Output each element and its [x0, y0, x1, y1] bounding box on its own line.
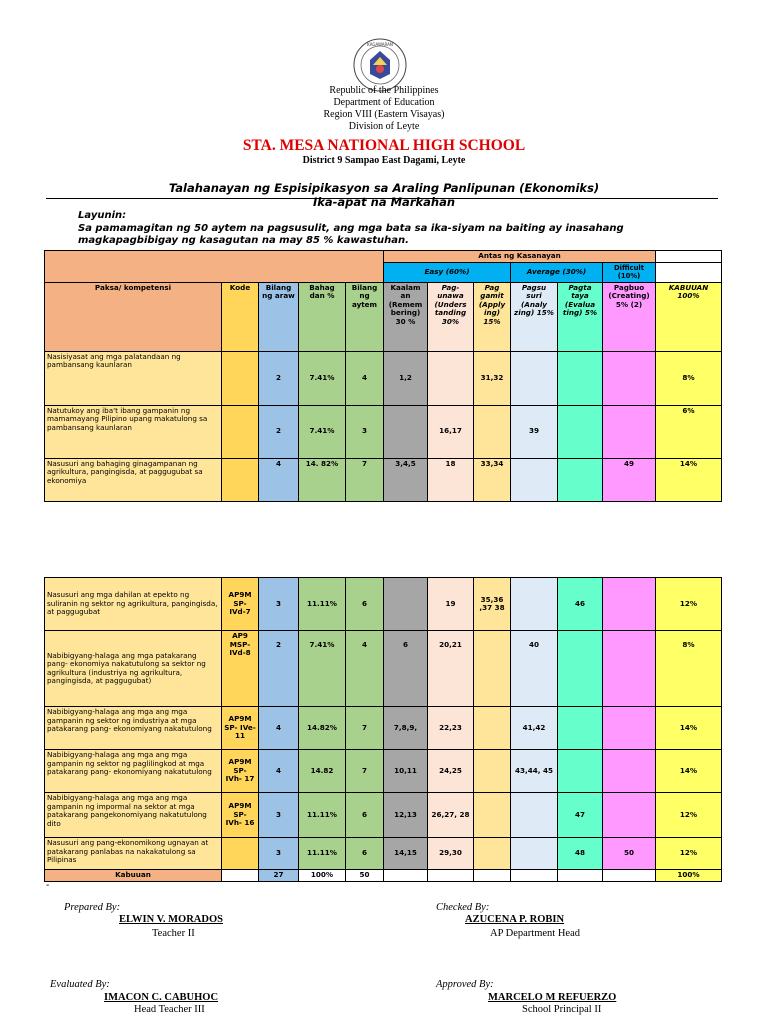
header-region: Region VIII (Eastern Visayas): [323, 109, 445, 120]
aytem-cell: 7: [346, 750, 384, 793]
aytem-cell: 3: [346, 405, 384, 458]
pag-unawa-cell: 24,25: [428, 750, 474, 793]
aytem-cell: 6: [346, 838, 384, 870]
pagsusuri-cell: 41,42: [511, 707, 558, 750]
evaluated-by-title: Head Teacher III: [134, 1004, 205, 1015]
pagbuo-cell: 50: [603, 838, 656, 870]
kaalaman-cell: 12,13: [384, 793, 428, 838]
pag-unawa-cell: 20,21: [428, 631, 474, 707]
school-district: District 9 Sampao East Dagami, Leyte: [302, 155, 466, 166]
header-republic: Republic of the Philippines: [329, 85, 439, 96]
araw-cell: 3: [259, 578, 299, 631]
bahagdan-cell: 14. 82%: [299, 458, 346, 501]
araw-cell: 4: [259, 458, 299, 501]
pagsusuri-cell: [511, 793, 558, 838]
total-kabuuan: 100%: [656, 870, 722, 882]
araw-cell: 4: [259, 707, 299, 750]
pagbuo-cell: [603, 351, 656, 405]
aytem-header: Bilang ng aytem: [346, 282, 384, 351]
paksa-cell: Natutukoy ang iba't ibang gampanin ng mamamayang Pilipino upang makatulong sa pambansang kaunlaran: [45, 405, 222, 458]
bahagdan-cell: 11.11%: [299, 838, 346, 870]
table-row: [45, 838, 722, 870]
bahagdan-cell: 14.82: [299, 750, 346, 793]
prepared-by-title: Teacher II: [152, 928, 195, 939]
pagtataya-cell: 46: [558, 578, 603, 631]
kabuuan-cell: 14%: [656, 750, 722, 793]
table-row: [45, 793, 722, 838]
paksa-cell: Nabibigyang-halaga ang mga ang mga gampanin ng sektor ng industriya at mga patakarang pang- ekonomiyang nakatutulong: [45, 707, 222, 750]
layunin-label: Layunin:: [78, 210, 127, 221]
aytem-cell: 7: [346, 707, 384, 750]
paggamit-cell: [474, 631, 511, 707]
table-row: [45, 750, 722, 793]
pagtataya-cell: 47: [558, 793, 603, 838]
paggamit-cell: 35,36 ,37 38: [474, 578, 511, 631]
paggamit-cell: [474, 750, 511, 793]
kabuuan-cell: 8%: [656, 351, 722, 405]
pagsusuri-cell: [511, 458, 558, 501]
approved-by-role: Approved By:: [436, 979, 494, 990]
pagsusuri-header: Pagsu suri (Analy zing) 15%: [511, 282, 558, 351]
paggamit-cell: [474, 838, 511, 870]
kode-cell: AP9 MSP- IVd-8: [222, 631, 259, 707]
kabuuan-header: KABUUAN 100%: [656, 282, 722, 351]
pagsusuri-cell: [511, 578, 558, 631]
pag-unawa-cell: 26,27, 28: [428, 793, 474, 838]
blank-cell: [558, 870, 603, 882]
kabuuan-cell: 12%: [656, 578, 722, 631]
blank-cell: [511, 870, 558, 882]
evaluated-by-role: Evaluated By:: [50, 979, 110, 990]
pag-unawa-cell: 19: [428, 578, 474, 631]
paggamit-cell: [474, 793, 511, 838]
pagbuo-cell: 49: [603, 458, 656, 501]
araw-cell: 3: [259, 793, 299, 838]
paksa-cell: Nasusuri ang bahaging ginagampanan ng agrikultura, pangingisda, at paggugubat sa ekonomiya: [45, 458, 222, 501]
table-row: [45, 578, 722, 631]
kaalaman-cell: 6: [384, 631, 428, 707]
total-bahagdan: 100%: [299, 870, 346, 882]
pagtataya-cell: 48: [558, 838, 603, 870]
aytem-cell: 6: [346, 578, 384, 631]
objective-text: Sa pamamagitan ng 50 aytem na pagsusulit, ang mga bata sa ika-siyam na baiting ay inasahang magkapagbibigay ng kasagutan na may 85 % kawastuhan.: [78, 223, 624, 246]
kabuuan-cell: 6%: [656, 405, 722, 458]
paksa-cell: Nasusuri ang mga dahilan at epekto ng suliranin ng sektor ng agrikultura, pangingisda, at paggugubat: [45, 578, 222, 631]
pag-unawa-cell: 18: [428, 458, 474, 501]
kaalaman-header: Kaalam an (Remem bering) 30 %: [384, 282, 428, 351]
total-araw: 27: [259, 870, 299, 882]
paggamit-header: Pag gamit (Apply ing) 15%: [474, 282, 511, 351]
pag-unawa-cell: 22,23: [428, 707, 474, 750]
bahagdan-cell: 11.11%: [299, 578, 346, 631]
table-row: [45, 405, 722, 458]
kode-cell: AP9M SP- IVe- 11: [222, 707, 259, 750]
pagtataya-header: Pagta taya (Evalua ting) 5%: [558, 282, 603, 351]
prepared-by-name: ELWIN V. MORADOS: [119, 914, 223, 925]
kaalaman-cell: 1,2: [384, 351, 428, 405]
paksa-cell: Nabibigyang-halaga ang mga ang mga gampanin ng sektor ng paglilingkod at mga patakarang pang- ekonomiyang nakatutulong: [45, 750, 222, 793]
school-name: STA. MESA NATIONAL HIGH SCHOOL: [242, 137, 526, 154]
kaalaman-cell: [384, 578, 428, 631]
document-subtitle: Ika-apat na Markahan: [312, 195, 456, 209]
aytem-cell: 4: [346, 631, 384, 707]
pag-unawa-cell: 16,17: [428, 405, 474, 458]
total-aytem: 50: [346, 870, 384, 882]
pag-unawa-cell: 29,30: [428, 838, 474, 870]
dash-mark: -: [46, 880, 50, 891]
approved-by-title: School Principal II: [522, 1004, 602, 1015]
kabuuan-cell: 12%: [656, 838, 722, 870]
araw-cell: 2: [259, 405, 299, 458]
kode-cell: AP9M SP- IVh- 17: [222, 750, 259, 793]
kaalaman-cell: 10,11: [384, 750, 428, 793]
checked-by-name: AZUCENA P. ROBIN: [465, 914, 565, 925]
araw-header: Bilang ng araw: [259, 282, 299, 351]
araw-cell: 3: [259, 838, 299, 870]
paksa-cell: Nabibigyang-halaga ang mga ang mga gampanin ng impormal na sektor at mga patakarang pangekonomiyang nakatutulong dito: [45, 793, 222, 838]
araw-cell: 4: [259, 750, 299, 793]
table-row: [45, 351, 722, 405]
checked-by-title: AP Department Head: [490, 928, 580, 939]
spec-table-top: [44, 250, 722, 502]
average-header: Average (30%): [511, 262, 603, 282]
evaluated-by-name: IMACON C. CABUHOC: [104, 992, 219, 1003]
pagtataya-cell: [558, 707, 603, 750]
blank-cell: [384, 870, 428, 882]
pag-unawa-cell: [428, 351, 474, 405]
pagbuo-cell: [603, 405, 656, 458]
pagtataya-cell: [558, 631, 603, 707]
kaalaman-cell: [384, 405, 428, 458]
blank-cell: [474, 870, 511, 882]
pagbuo-cell: [603, 631, 656, 707]
total-row: [45, 870, 722, 882]
spec-table-bottom: [44, 577, 722, 882]
bahagdan-cell: 14.82%: [299, 707, 346, 750]
approved-by-name: MARCELO M REFUERZO: [488, 992, 617, 1003]
header-blank-cell: [45, 251, 384, 283]
kode-cell: [222, 838, 259, 870]
kabuuan-cell: 12%: [656, 793, 722, 838]
difficult-header: Difficult (10%): [603, 262, 656, 282]
bahagdan-cell: 7.41%: [299, 631, 346, 707]
kode-cell: [222, 351, 259, 405]
blank-cell: [428, 870, 474, 882]
pagbuo-cell: [603, 578, 656, 631]
kode-cell: [222, 405, 259, 458]
blank-cell: [656, 251, 722, 263]
pagsusuri-cell: 43,44, 45: [511, 750, 558, 793]
header-department: Department of Education: [333, 97, 435, 108]
kode-cell: AP9M SP- IVd-7: [222, 578, 259, 631]
kabuuan-cell: 8%: [656, 631, 722, 707]
document-title: Talahanayan ng Espisipikasyon sa Araling Panlipunan (Ekonomiks): [168, 181, 600, 195]
pagsusuri-cell: [511, 838, 558, 870]
pagbuo-cell: [603, 793, 656, 838]
pag-unawa-header: Pag- unawa (Unders tanding 30%: [428, 282, 474, 351]
kode-cell: AP9M SP- IVh- 16: [222, 793, 259, 838]
paksa-cell: Nasusuri ang pang-ekonomikong ugnayan at patakarang panlabas na nakakatulong sa Pilipinas: [45, 838, 222, 870]
blank-cell: [603, 870, 656, 882]
easy-header: Easy (60%): [384, 262, 511, 282]
paksa-cell: Nasisiyasat ang mga palatandaan ng pambansang kaunlaran: [45, 351, 222, 405]
table-row: [45, 631, 722, 707]
bahagdan-cell: 11.11%: [299, 793, 346, 838]
prepared-by-role: Prepared By:: [64, 902, 121, 913]
pagsusuri-cell: [511, 351, 558, 405]
kaalaman-cell: 3,4,5: [384, 458, 428, 501]
blank-cell: [222, 870, 259, 882]
header-division: Division of Leyte: [348, 121, 420, 132]
kode-cell: [222, 458, 259, 501]
aytem-cell: 6: [346, 793, 384, 838]
bahagdan-cell: 7.41%: [299, 405, 346, 458]
antas-header: Antas ng Kasanayan: [384, 251, 656, 263]
paggamit-cell: 33,34: [474, 458, 511, 501]
kode-header: Kode: [222, 282, 259, 351]
pagbuo-cell: [603, 750, 656, 793]
paggamit-cell: [474, 707, 511, 750]
kabuuan-cell: 14%: [656, 707, 722, 750]
paksa-header: Paksa/ kompetensi: [45, 282, 222, 351]
kaalaman-cell: 7,8,9,: [384, 707, 428, 750]
pagbuo-header: Pagbuo (Creating) 5% (2): [603, 282, 656, 351]
kaalaman-cell: 14,15: [384, 838, 428, 870]
paggamit-cell: [474, 405, 511, 458]
svg-text:KAGAWARAN: KAGAWARAN: [367, 42, 393, 47]
pagtataya-cell: [558, 405, 603, 458]
pagtataya-cell: [558, 750, 603, 793]
pagsusuri-cell: 39: [511, 405, 558, 458]
blank-cell: [656, 262, 722, 282]
aytem-cell: 7: [346, 458, 384, 501]
total-label: Kabuuan: [45, 870, 222, 882]
pagbuo-cell: [603, 707, 656, 750]
paggamit-cell: 31,32: [474, 351, 511, 405]
bahagdan-cell: 7.41%: [299, 351, 346, 405]
checked-by-role: Checked By:: [436, 902, 490, 913]
pagtataya-cell: [558, 458, 603, 501]
aytem-cell: 4: [346, 351, 384, 405]
kabuuan-cell: 14%: [656, 458, 722, 501]
paksa-cell: Nabibigyang-halaga ang mga patakarang pang- ekonomiya nakatutulong sa sektor ng agrikultura (industriya ng agrikultura, pangingisda, at paggugubat): [45, 631, 222, 707]
pagtataya-cell: [558, 351, 603, 405]
araw-cell: 2: [259, 631, 299, 707]
table-row: [45, 458, 722, 501]
araw-cell: 2: [259, 351, 299, 405]
bahagdan-header: Bahag dan %: [299, 282, 346, 351]
deped-seal-icon: [353, 38, 407, 92]
table-row: [45, 707, 722, 750]
pagsusuri-cell: 40: [511, 631, 558, 707]
